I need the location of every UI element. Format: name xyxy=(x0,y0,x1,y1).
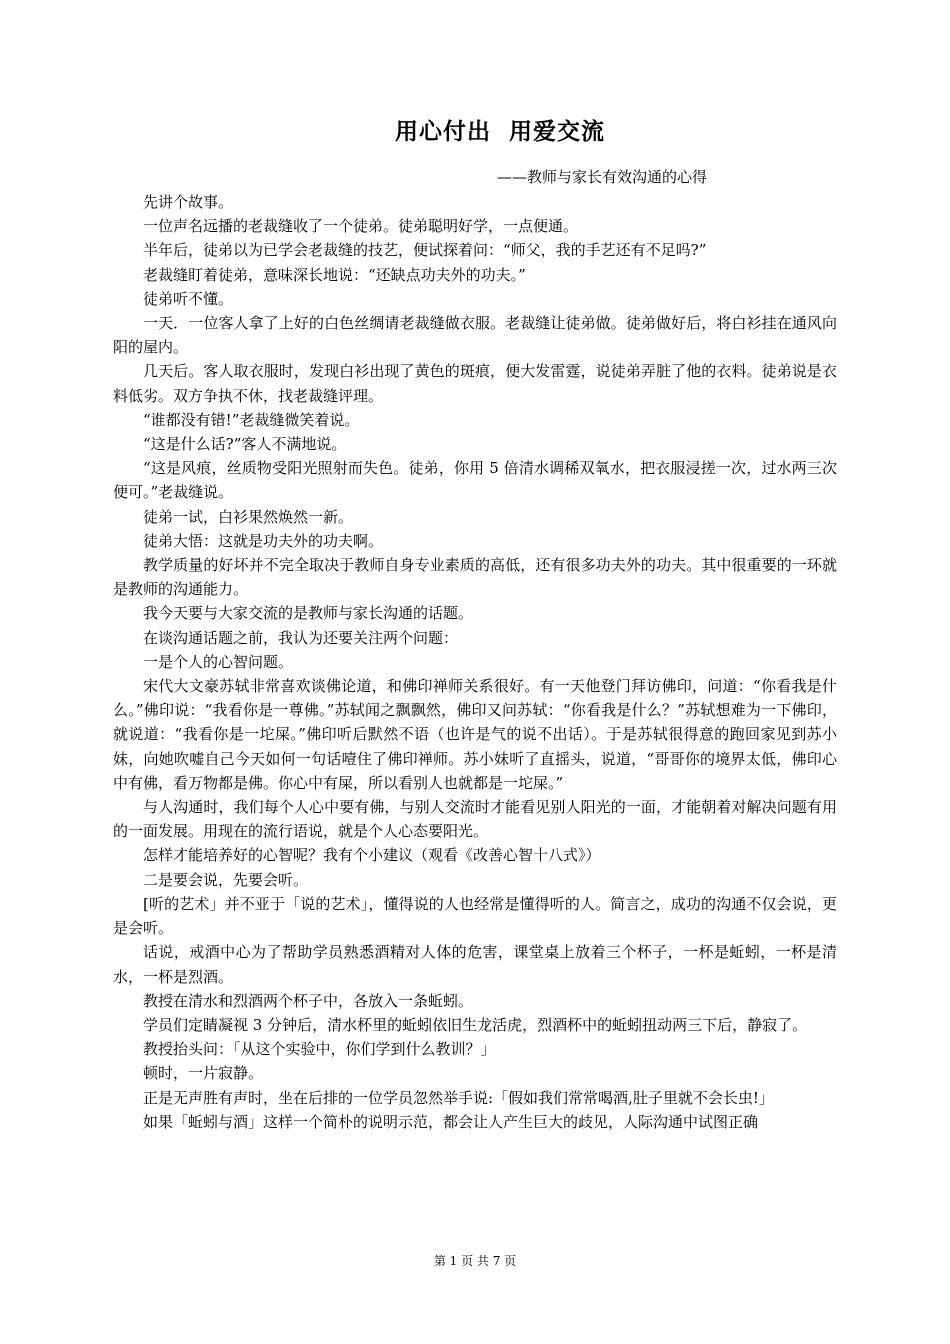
paragraph: 我今天要与大家交流的是教师与家长沟通的话题。 xyxy=(143,604,474,623)
paragraph: 宋代大文豪苏轼非常喜欢谈佛论道，和佛印禅师关系很好。有一天他登门拜访佛印，问道：“你看我是什么。”佛印说：“我看你是一尊佛。”苏轼闻之飘飘然，佛印又问苏轼：“你看我是什么？”苏轼想难为一下佛印，就说道：“我看你是一坨屎。”佛印听后默然不语（也许是气的说不出话）。于是苏轼很得意的跑回家见到苏小妹，向她吹嘘自己今天如何一句话噎住了佛印禅师。苏小妹听了直摇头，说道，“哥哥你的境界太低，佛印心中有佛，看万物都是佛。你心中有屎，所以看别人也就都是一坨屎。” xyxy=(113,677,837,792)
paragraph: 一位声名远播的老裁缝收了一个徒弟。徒弟聪明好学，一点便通。 xyxy=(143,217,579,236)
paragraph: 学员们定睛凝视 3 分钟后，清水杯里的蚯蚓依旧生龙活虎，烈酒杯中的蚯蚓扭动两三下后，静寂了。 xyxy=(143,1015,808,1034)
paragraph: 在谈沟通话题之前，我认为还要关注两个问题： xyxy=(143,628,459,647)
paragraph: 几天后。客人取衣服时，发现白衫出现了黄色的斑痕，便大发雷霆，说徒弟弄脏了他的衣料。徒弟说是衣料低劣。双方争执不休，找老裁缝评理。 xyxy=(113,362,837,405)
paragraph: 话说，戒酒中心为了帮助学员熟悉酒精对人体的危害，课堂桌上放着三个杯子，一杯是蚯蚓，一杯是清水，一杯是烈酒。 xyxy=(113,943,837,986)
paragraph: 教授抬头问：「从这个实验中，你们学到什么教训？」 xyxy=(143,1040,496,1059)
paragraph: 与人沟通时，我们每个人心中要有佛，与别人交流时才能看见别人阳光的一面，才能朝着对解决问题有用的一面发展。用现在的流行语说，就是个人心态要阳光。 xyxy=(113,798,837,841)
paragraph: 顿时，一片寂静。 xyxy=(143,1064,264,1083)
document-body xyxy=(113,190,837,1134)
paragraph: 教学质量的好坏并不完全取决于教师自身专业素质的高低，还有很多功夫外的功夫。其中很重要的一环就是教师的沟通能力。 xyxy=(113,556,837,599)
paragraph: 二是要会说，先要会听。 xyxy=(143,870,309,889)
page-number-footer: 第 1 页 共 7 页 xyxy=(433,1254,517,1268)
paragraph: 一天．一位客人拿了上好的白色丝绸请老裁缝做衣服。老裁缝让徒弟做。徒弟做好后，将白衫挂在通风向阳的屋内。 xyxy=(113,314,837,357)
paragraph: 徒弟一试，白衫果然焕然一新。 xyxy=(143,507,354,526)
paragraph: 如果「蚯蚓与酒」这样一个简朴的说明示范，都会让人产生巨大的歧见，人际沟通中试图正确 xyxy=(143,1112,759,1131)
paragraph: “谁都没有错!”老裁缝微笑着说。 xyxy=(143,410,360,429)
paragraph: 半年后，徒弟以为已学会老裁缝的技艺，便试探着问：“师父，我的手艺还有不足吗?” xyxy=(143,241,707,260)
document-title: 用心付出 用爱交流 xyxy=(394,118,605,145)
paragraph: 正是无声胜有声时，坐在后排的一位学员忽然举手说:「假如我们常常喝酒,肚子里就不会长虫!」 xyxy=(143,1088,774,1107)
paragraph: 老裁缝盯着徒弟，意味深长地说：“还缺点功夫外的功夫。” xyxy=(143,265,526,284)
paragraph: 怎样才能培养好的心智呢？我有个小建议（观看《改善心智十八式》） xyxy=(143,846,601,865)
document-subtitle: ——教师与家长有效沟通的心得 xyxy=(497,168,708,186)
paragraph: 教授在清水和烈酒两个杯子中，各放入一条蚯蚓。 xyxy=(143,991,474,1010)
paragraph: 徒弟大悟：这就是功夫外的功夫啊。 xyxy=(143,531,384,550)
paragraph: 徒弟听不懂。 xyxy=(143,289,234,308)
paragraph: [听的艺术」并不亚于「说的艺术」，懂得说的人也经常是懂得听的人。简言之，成功的沟通不仅会说，更是会听。 xyxy=(113,894,837,938)
paragraph: 一是个人的心智问题。 xyxy=(143,652,294,671)
paragraph: “这是什么话?”客人不满地说。 xyxy=(143,435,347,454)
paragraph: “这是风痕，丝质物受阳光照射而失色。徒弟，你用 5 倍清水调稀双氧水，把衣服浸搓一次，过水两三次便可。”老裁缝说。 xyxy=(113,459,837,502)
paragraph: 先讲个故事。 xyxy=(143,193,234,211)
